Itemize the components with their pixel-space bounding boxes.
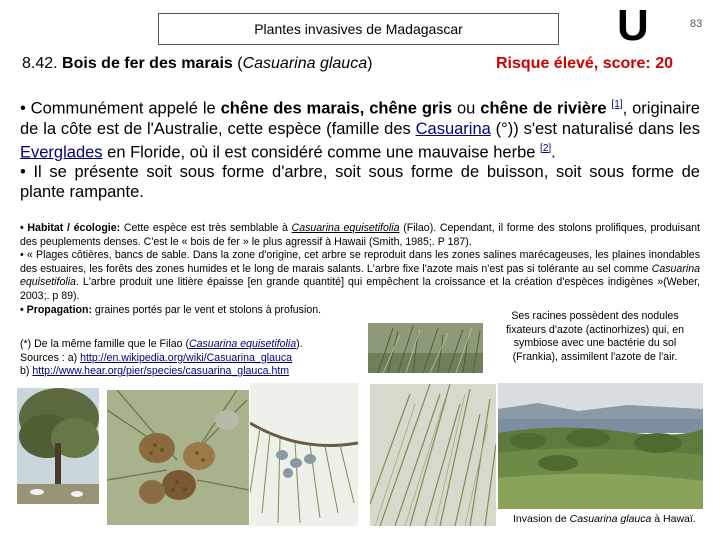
italic-species-name: Casuarina equisetifolia — [20, 262, 700, 289]
link-everglades[interactable]: Everglades — [20, 143, 103, 161]
sources-label: Sources : a) — [20, 351, 81, 364]
species-number: 8.42. — [22, 55, 58, 72]
ecology-paragraph — [20, 249, 700, 303]
link-casuarina-equisetifolia[interactable]: Casuarina equisetifolia — [291, 222, 400, 234]
reference-link-2[interactable]: [2] — [540, 142, 552, 154]
source-link-hear[interactable]: http://www.hear.org/pier/species/casuarina_glauca.htm — [32, 365, 290, 378]
text-span: ou — [452, 99, 481, 118]
text-span: , originaire de la côte est de l'Australie, cette espèce (famille des — [20, 99, 700, 138]
text-span: • « Plages côtières, bancs de sable. Dans la zone d'origine, cet arbre se reproduit dans les zones salines marécageuses, les plaines inondables des estuaires, les forêts des zones humides et le long de marais salants. L'arbre fixe l'azote mais n'est pas si tolérante au sel comme — [20, 249, 700, 275]
source-b-label: b) — [20, 365, 33, 378]
link-casuarina[interactable]: Casuarina — [415, 119, 491, 138]
text-span: à Hawaï. — [651, 513, 696, 525]
main-description — [20, 95, 700, 202]
species-title: 8.42. Bois de fer des marais (Casuarina glauca) — [22, 55, 373, 72]
species-common-name: Bois de fer des marais — [62, 55, 233, 72]
text-span: (°)) s'est naturalisé dans les — [490, 119, 700, 138]
text-span: (Filao). Cependant, il forme des stolons prolifiques, produisant des peuplements denses. C'est le « bois de fer » le plus agressif à Hawaii (Smith, 1985;. P 187). — [20, 222, 701, 248]
text-span: . L'arbre produit une litière épaisse [en grande quantité] qui empêchent la croissance et la création d'espèces indigènes »(Weber, 2003;. p 89). — [20, 276, 700, 302]
photo-cones — [107, 390, 249, 525]
photo-branch — [250, 383, 358, 526]
text-span: Cette espèce est très semblable à — [120, 222, 292, 234]
source-link-wikipedia[interactable]: http://en.wikipedia.org/wiki/Casuarina_glauca — [80, 351, 293, 364]
reference-link-1[interactable]: [1] — [611, 99, 623, 110]
common-name-bold: chêne de rivière — [480, 99, 607, 118]
text-span: graines portés par le vent et stolons à profusion. — [91, 303, 322, 316]
photo-caption — [513, 513, 696, 525]
photo-needles — [370, 384, 496, 526]
italic-species-name: Casuarina glauca — [569, 513, 652, 525]
text-span: Invasion de — [513, 513, 570, 525]
description-paragraph-1 — [20, 95, 700, 162]
category-letter: U — [617, 1, 649, 50]
text-span: . — [551, 143, 556, 161]
text-span: (*) De la même famille que le Filao ( — [20, 338, 189, 350]
propagation-label: • Propagation: — [20, 303, 92, 316]
source-a-line — [20, 352, 360, 366]
footnote — [20, 338, 360, 352]
source-b-line — [20, 365, 360, 379]
page-number: 83 — [690, 18, 703, 30]
link-filao[interactable]: Casuarina equisetifolia — [188, 338, 297, 350]
text-span: en Floride, où il est considéré comme une mauvaise herbe — [102, 143, 541, 161]
notes-section — [20, 338, 360, 379]
roots-note: Ses racines possèdent des nodules fixateurs d'azote (actinorhizes) qui, en symbiose avec une bactérie du sol (Frankia), assimilent l'azote de l'air. — [505, 310, 685, 363]
habitat-paragraph — [20, 222, 700, 249]
text-span: ). — [296, 338, 303, 350]
details-section — [20, 222, 700, 317]
header-title-box — [158, 13, 559, 45]
species-latin-name: Casuarina glauca — [242, 55, 368, 72]
risk-score: Risque élevé, score: 20 — [496, 55, 673, 72]
habitat-label: • Habitat / écologie: — [20, 222, 121, 234]
common-names-bold: chêne des marais, chêne gris — [220, 99, 453, 118]
photo-invasion-hawaii — [498, 383, 703, 509]
photo-tree — [17, 388, 99, 504]
header-title: Plantes invasives de Madagascar — [254, 21, 463, 37]
text-span: • Communément appelé le — [20, 99, 221, 118]
description-paragraph-2: • Il se présente soit sous forme d'arbre, soit sous forme de buisson, soit sous forme de plante rampante. — [20, 163, 700, 201]
photo-foliage-thumbnail — [368, 323, 483, 373]
